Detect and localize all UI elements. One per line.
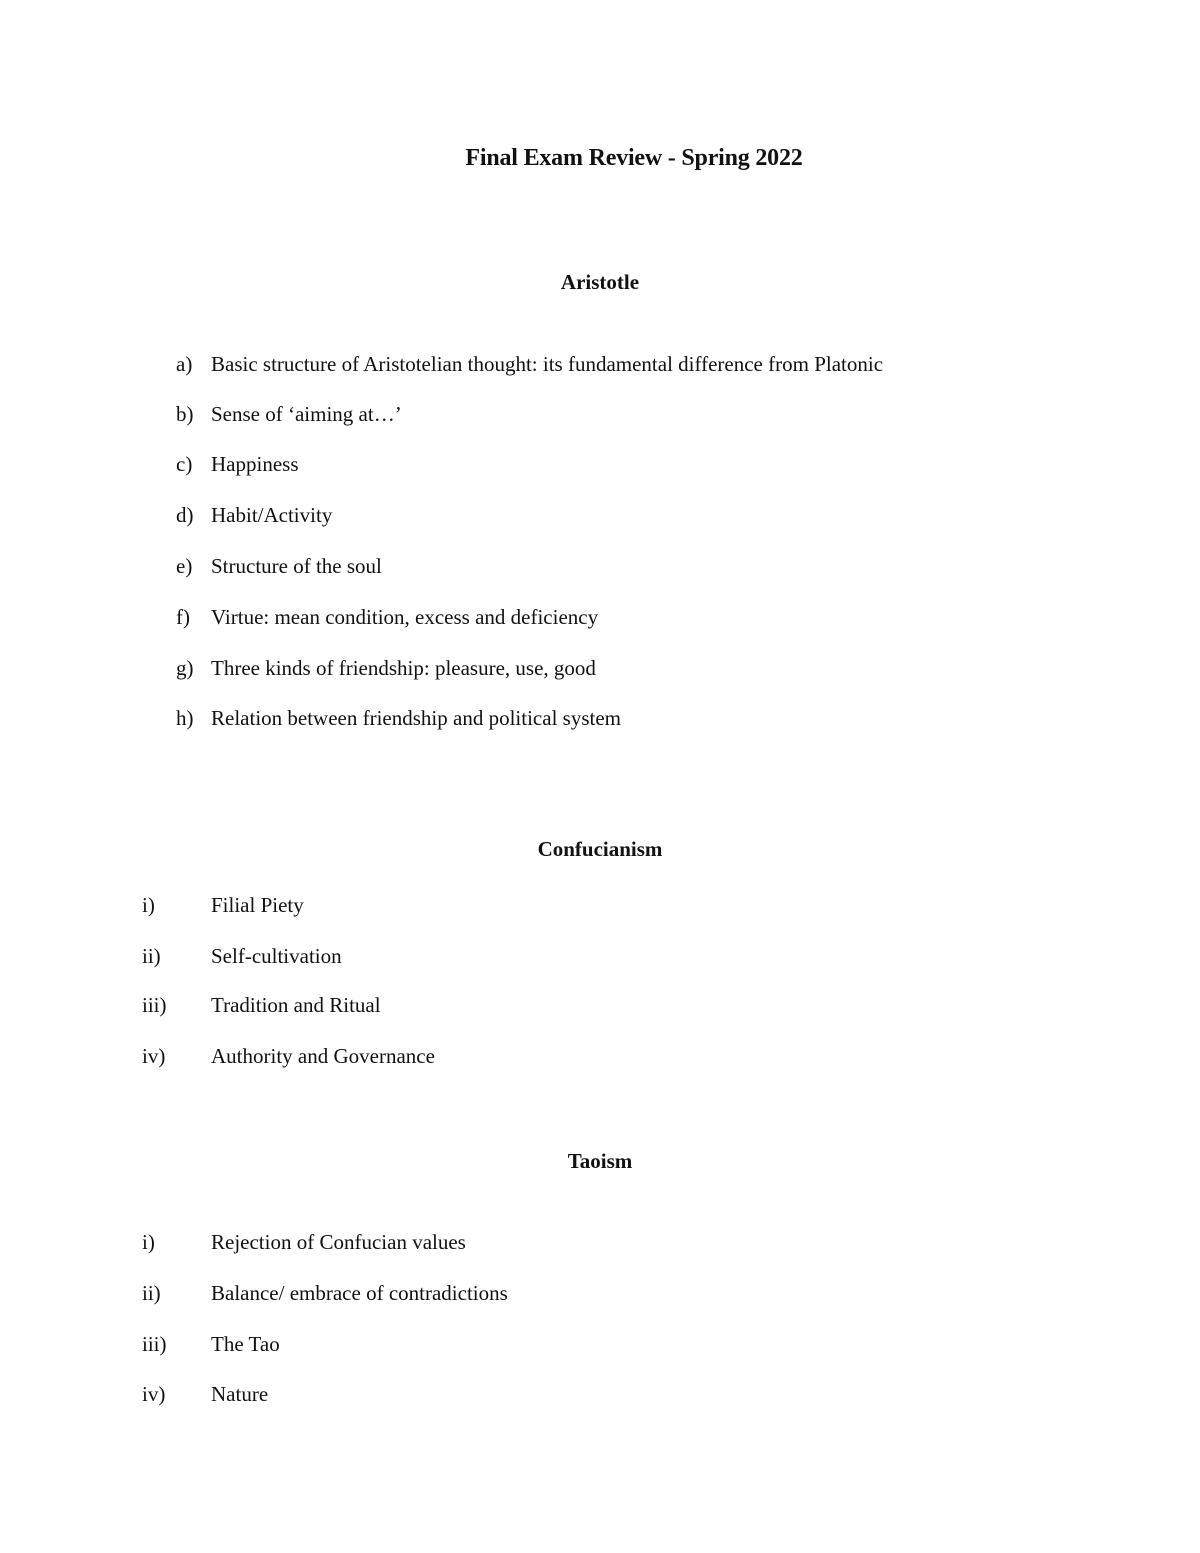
list-marker: iii): [142, 993, 167, 1017]
list-marker: g): [176, 656, 194, 680]
list-marker: a): [176, 352, 193, 376]
list-item-text: Sense of ‘aiming at…’: [211, 402, 402, 426]
list-item-text: Nature: [211, 1382, 269, 1406]
list-marker: iv): [142, 1044, 166, 1068]
list-marker: iv): [142, 1382, 166, 1406]
list-item: [0, 449, 1200, 479]
section-heading-taoism: Taoism: [567, 1149, 633, 1173]
list-item-text: Authority and Governance: [211, 1044, 435, 1068]
list-item: [0, 399, 1200, 429]
list-marker: ii): [142, 1281, 161, 1305]
list-item-text: Virtue: mean condition, excess and deficiency: [211, 605, 599, 629]
list-item-text: Relation between friendship and political system: [211, 706, 621, 730]
list-item: [0, 890, 1200, 920]
section-heading-confucianism: Confucianism: [537, 837, 663, 861]
list-marker: b): [176, 402, 194, 426]
list-marker: ii): [142, 944, 161, 968]
list-item: [0, 941, 1200, 971]
list-marker: iii): [142, 1332, 167, 1356]
list-item-text: Basic structure of Aristotelian thought: its fundamental difference from Platonic: [211, 352, 884, 376]
list-item: [0, 1041, 1200, 1071]
list-marker: d): [176, 503, 194, 527]
list-item-text: Habit/Activity: [211, 503, 333, 527]
list-item: [0, 551, 1200, 581]
list-item-text: Tradition and Ritual: [211, 993, 381, 1017]
list-item: [0, 602, 1200, 632]
list-item: [0, 1227, 1200, 1257]
document-title: Final Exam Review - Spring 2022: [465, 145, 803, 171]
list-item: [0, 703, 1200, 733]
list-item-text: Self-cultivation: [211, 944, 342, 968]
list-marker: e): [176, 554, 193, 578]
list-marker: h): [176, 706, 194, 730]
list-marker: i): [142, 893, 155, 917]
list-item-text: Rejection of Confucian values: [211, 1230, 466, 1254]
list-item: [0, 1379, 1200, 1409]
list-item: [0, 1329, 1200, 1359]
list-item-text: Filial Piety: [211, 893, 304, 917]
list-marker: f): [176, 605, 190, 629]
list-item-text: Structure of the soul: [211, 554, 382, 578]
list-marker: i): [142, 1230, 155, 1254]
list-item: [0, 349, 1200, 379]
list-item: [0, 653, 1200, 683]
list-item-text: Three kinds of friendship: pleasure, use, good: [211, 656, 596, 680]
list-item-text: Balance/ embrace of contradictions: [211, 1281, 508, 1305]
list-marker: c): [176, 452, 193, 476]
list-item-text: The Tao: [211, 1332, 280, 1356]
list-item: [0, 990, 1200, 1020]
list-item: [0, 500, 1200, 530]
list-item-text: Happiness: [211, 452, 299, 476]
list-item: [0, 1278, 1200, 1308]
section-heading-aristotle: Aristotle: [560, 270, 640, 294]
